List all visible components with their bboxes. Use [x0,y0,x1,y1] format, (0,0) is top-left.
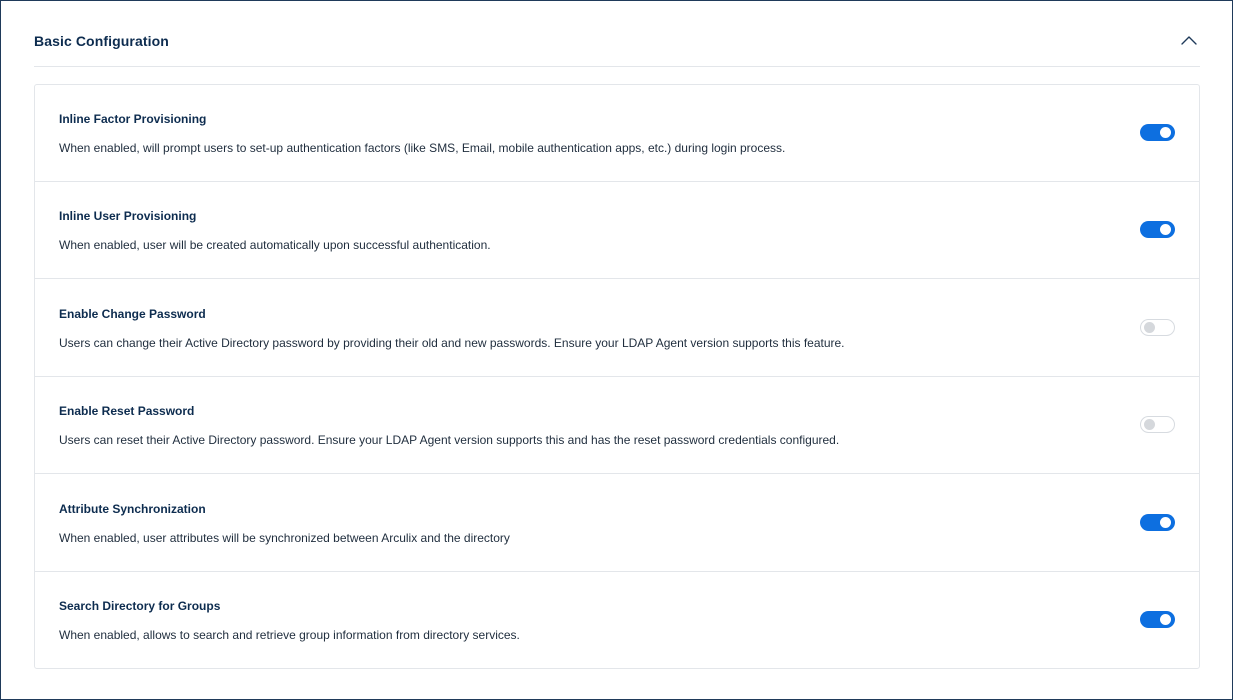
enable-reset-password-toggle[interactable] [1140,416,1175,433]
setting-title: Enable Reset Password [59,404,195,418]
inline-factor-provisioning-toggle[interactable] [1140,124,1175,141]
toggle-knob [1160,517,1171,528]
enable-change-password-toggle[interactable] [1140,319,1175,336]
setting-title: Search Directory for Groups [59,599,221,613]
setting-description: Users can change their Active Directory password by providing their old and new passwords. Ensure your LDAP Agent version supports this feature. [59,336,845,350]
setting-description: When enabled, allows to search and retrieve group information from directory services. [59,628,520,642]
toggle-knob [1160,224,1171,235]
chevron-up-icon [1178,29,1200,51]
setting-description: When enabled, user will be created automatically upon successful authentication. [59,238,491,252]
setting-row-search-directory-for-groups [35,572,1199,669]
attribute-synchronization-toggle[interactable] [1140,514,1175,531]
toggle-knob [1144,419,1155,430]
section-title: Basic Configuration [34,33,169,49]
setting-description: When enabled, user attributes will be synchronized between Arculix and the directory [59,531,510,545]
setting-description: When enabled, will prompt users to set-up authentication factors (like SMS, Email, mobile authentication apps, etc.) during login process. [59,141,786,155]
setting-row-attribute-synchronization [35,475,1199,572]
setting-title: Enable Change Password [59,307,206,321]
toggle-knob [1160,127,1171,138]
setting-row-enable-change-password [35,280,1199,377]
setting-row-enable-reset-password [35,377,1199,474]
setting-title: Inline Factor Provisioning [59,112,207,126]
setting-row-inline-user-provisioning [35,182,1199,279]
collapse-button[interactable] [1178,29,1200,51]
settings-card [34,84,1200,669]
setting-title: Attribute Synchronization [59,502,206,516]
search-directory-for-groups-toggle[interactable] [1140,611,1175,628]
section-header [34,19,1200,67]
setting-description: Users can reset their Active Directory password. Ensure your LDAP Agent version supports this and has the reset password credentials configured. [59,433,840,447]
inline-user-provisioning-toggle[interactable] [1140,221,1175,238]
toggle-knob [1144,322,1155,333]
setting-title: Inline User Provisioning [59,209,197,223]
setting-row-inline-factor-provisioning [35,85,1199,182]
toggle-knob [1160,614,1171,625]
